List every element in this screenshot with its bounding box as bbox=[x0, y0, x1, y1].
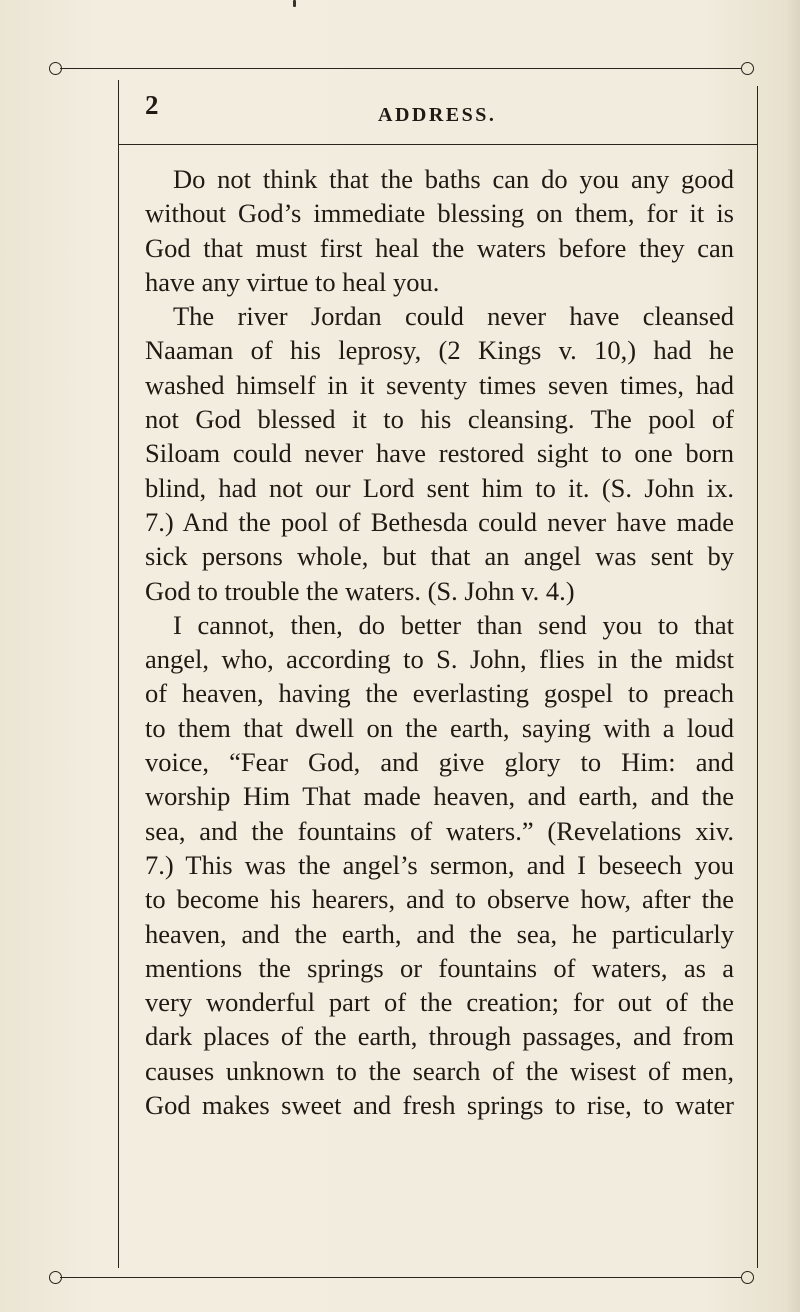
text-line: sea, and the fountains of waters.” (Revelations xiv. bbox=[145, 815, 734, 846]
text-line: causes unknown to the search of the wisest of men, bbox=[145, 1055, 734, 1086]
text-line: mentions the springs or fountains of waters, as a bbox=[145, 952, 734, 983]
frame-bottom-rule bbox=[60, 1277, 741, 1278]
page-number: 2 bbox=[145, 90, 159, 120]
header-rule bbox=[118, 144, 758, 145]
text-line: God makes sweet and fresh springs to rise, to water bbox=[145, 1090, 734, 1121]
frame-right-rule bbox=[757, 86, 758, 1268]
text-line: of heaven, having the everlasting gospel to preach bbox=[145, 678, 734, 709]
text-line: God to trouble the waters. (S. John v. 4.) bbox=[145, 575, 575, 606]
frame-top-rule bbox=[60, 68, 741, 69]
frame-left-rule bbox=[118, 80, 119, 1268]
text-line: to them that dwell on the earth, saying with a loud bbox=[145, 712, 734, 743]
text-line: angel, who, according to S. John, flies in the midst bbox=[145, 644, 734, 675]
corner-ring-ornament bbox=[49, 1271, 62, 1284]
page-edge-shadow bbox=[786, 0, 800, 1312]
corner-ring-ornament bbox=[49, 62, 62, 75]
text-line: 7.) This was the angel’s sermon, and I beseech you bbox=[145, 849, 734, 880]
text-line: 7.) And the pool of Bethesda could never have made bbox=[145, 506, 734, 537]
text-line: to become his hearers, and to observe how, after the bbox=[145, 884, 734, 915]
page-header bbox=[118, 84, 758, 140]
text-line: Siloam could never have restored sight to one born bbox=[145, 438, 734, 469]
corner-ring-ornament bbox=[741, 1271, 754, 1284]
corner-ring-ornament bbox=[741, 62, 754, 75]
text-line: not God blessed it to his cleansing. The pool of bbox=[145, 404, 734, 435]
text-line: heaven, and the earth, and the sea, he particularly bbox=[145, 918, 734, 949]
text-line: voice, “Fear God, and give glory to Him: and bbox=[145, 747, 734, 778]
printer-mark bbox=[293, 0, 296, 7]
text-line: sick persons whole, but that an angel was sent by bbox=[145, 541, 734, 572]
body-text bbox=[145, 162, 734, 1122]
text-line: Naaman of his leprosy, (2 Kings v. 10,) had he bbox=[145, 335, 734, 366]
text-line: washed himself in it seventy times seven times, had bbox=[145, 369, 734, 400]
text-line: have any virtue to heal you. bbox=[145, 266, 440, 297]
text-line: blind, had not our Lord sent him to it. (S. John ix. bbox=[145, 472, 734, 503]
running-head: ADDRESS. bbox=[378, 104, 497, 126]
text-line: Do not think that the baths can do you any good bbox=[173, 164, 734, 194]
text-line: without God’s immediate blessing on them, for it is bbox=[145, 198, 734, 229]
text-line: God that must first heal the waters before they can bbox=[145, 232, 734, 263]
text-line: I cannot, then, do better than send you to that bbox=[173, 609, 734, 640]
text-line: The river Jordan could never have cleansed bbox=[173, 301, 734, 332]
text-line: worship Him That made heaven, and earth, and the bbox=[145, 781, 734, 812]
text-line: dark places of the earth, through passages, and from bbox=[145, 1021, 734, 1052]
text-line: very wonderful part of the creation; for out of the bbox=[145, 987, 734, 1018]
